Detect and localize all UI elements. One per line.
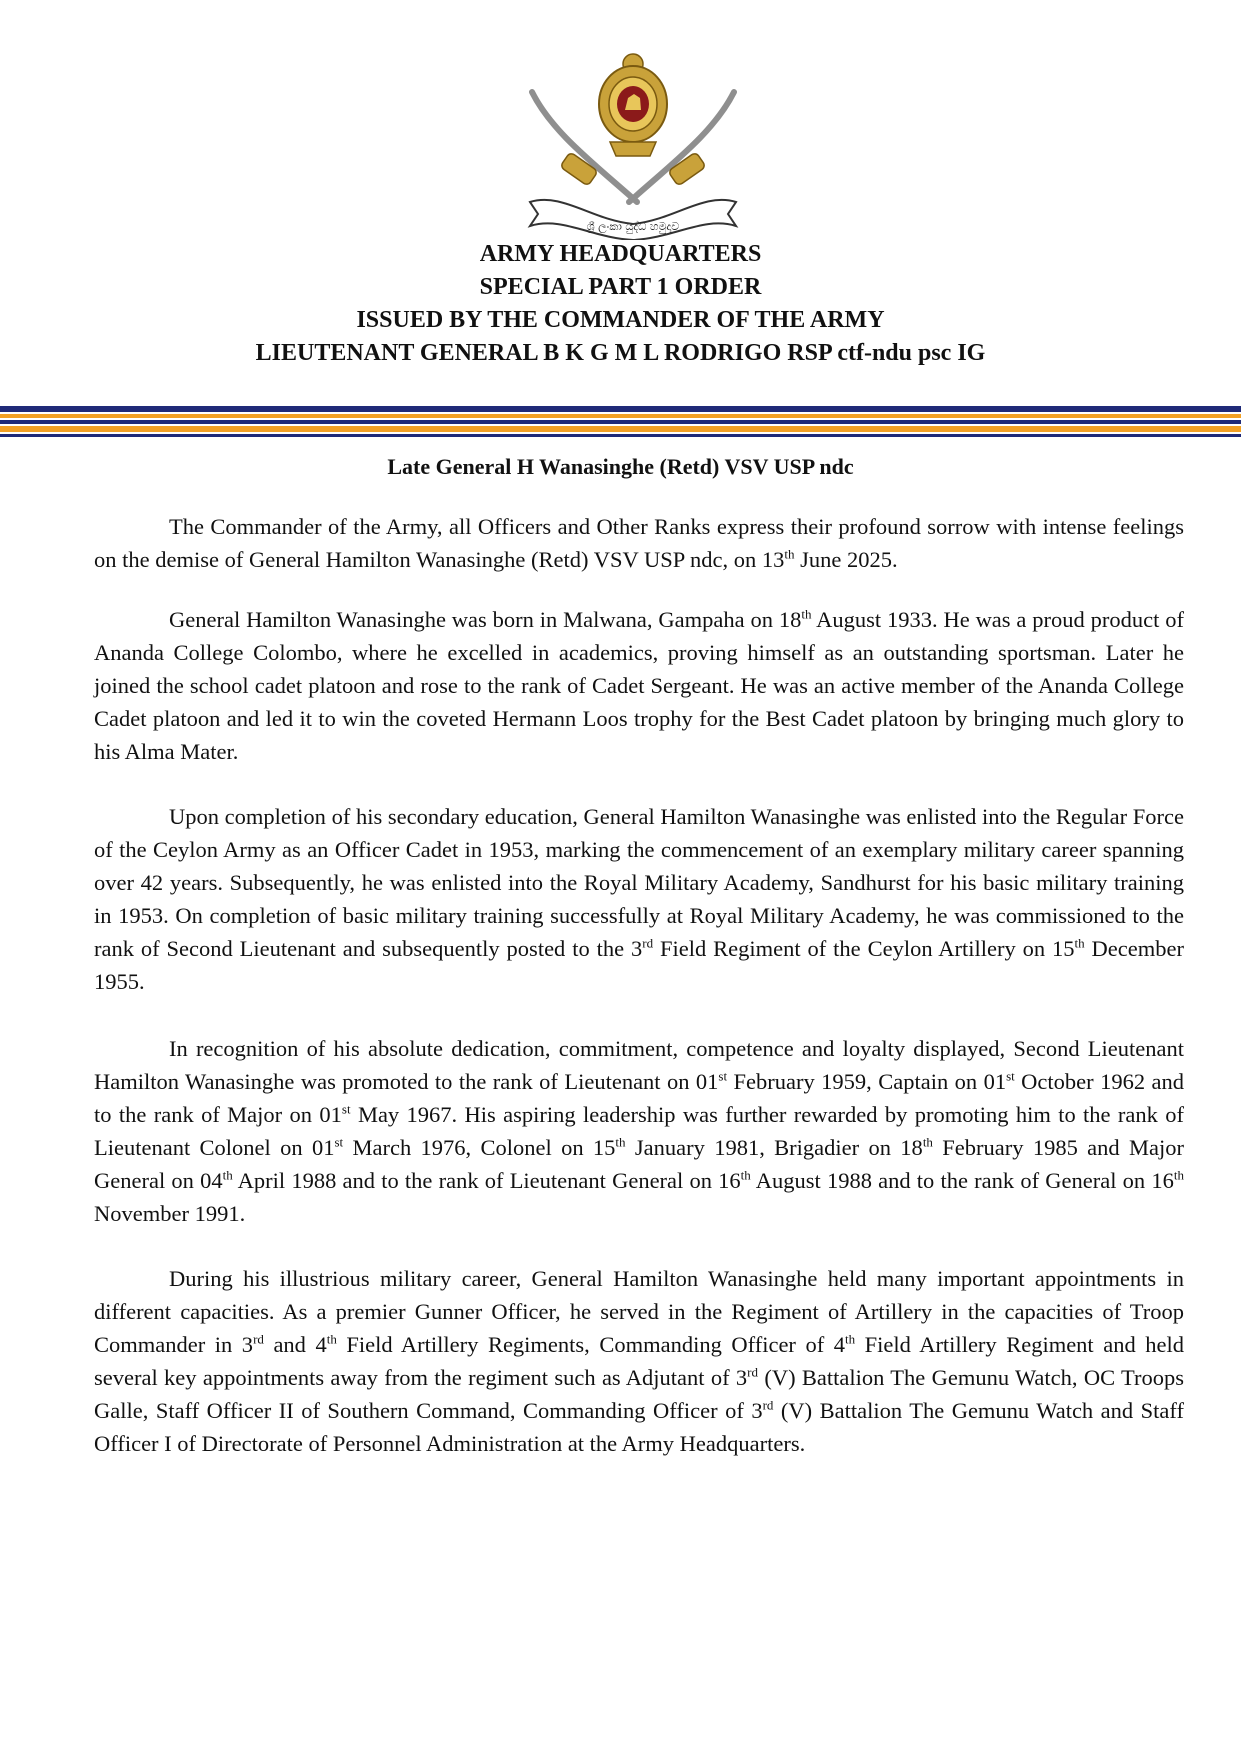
crest-base — [610, 142, 656, 156]
divider-band-blue-middle — [0, 420, 1241, 424]
ordinal-suffix: st — [341, 1101, 351, 1117]
paragraph-text: Field Artillery Regiment and held several key appointments away from the regiment such as Adjutant of 3 — [94, 1332, 1184, 1390]
paragraph-text: May 1967. His aspiring leadership was further rewarded by promoting him to the rank of Lieutenant Colonel on 01 — [94, 1102, 1185, 1160]
header-line-headquarters: ARMY HEADQUARTERS — [479, 241, 762, 267]
ordinal-suffix: th — [801, 606, 812, 622]
ordinal-suffix: th — [1173, 1167, 1184, 1183]
paragraph-appointments — [94, 1262, 1184, 1460]
ordinal-suffix: rd — [253, 1331, 264, 1347]
divider-band-orange-top — [0, 414, 1241, 418]
ordinal-suffix: th — [326, 1331, 337, 1347]
paragraph-promotions — [94, 1032, 1184, 1230]
paragraph-text: August 1933. He was a proud product of Ananda College Colombo, where he excelled in academics, proving himself as an outstanding sportsman. Later he joined the school cadet platoon and rose to the rank of Cadet Sergeant. He was an active member of the Ananda College Cadet platoon and led it to win the coveted Hermann Loos trophy for the Best Cadet platoon by bringing much glory to his Alma Mater. — [94, 607, 1184, 764]
paragraph-text: Field Regiment of the Ceylon Artillery on 15 — [653, 936, 1075, 961]
ordinal-suffix: st — [334, 1134, 344, 1150]
paragraph-text: October 1962 and to the rank of Major on 01 — [94, 1069, 1184, 1127]
ordinal-suffix: st — [718, 1068, 728, 1084]
ordinal-suffix: rd — [762, 1397, 774, 1413]
ordinal-suffix: th — [222, 1167, 233, 1183]
paragraph-text: November 1991. — [94, 1201, 246, 1226]
paragraph-text: During his illustrious military career, General Hamilton Wanasinghe held many important appointments in different capacities. As a premier Gunner Officer, he served in the Regiment of Artillery in the capacities of Troop Commander in 3 — [94, 1266, 1184, 1357]
ordinal-suffix: rd — [642, 935, 654, 951]
ordinal-suffix: th — [1074, 935, 1085, 951]
ordinal-suffix: th — [922, 1134, 933, 1150]
paragraph-text: and 4 — [263, 1332, 327, 1357]
header-divider-bands — [0, 404, 1241, 438]
header-line-order-type: SPECIAL PART 1 ORDER — [479, 274, 762, 300]
paragraph-text: August 1988 and to the rank of General on 16 — [750, 1168, 1174, 1193]
paragraph-text: February 1959, Captain on 01 — [727, 1069, 1007, 1094]
order-header — [0, 238, 1241, 370]
paragraph-text: (V) Battalion The Gemunu Watch and Staff Officer I of Directorate of Personnel Administration at the Army Headquarters. — [94, 1398, 1184, 1456]
ordinal-suffix: th — [844, 1331, 856, 1347]
paragraph-text: General Hamilton Wanasinghe was born in Malwana, Gampaha on 18 — [169, 607, 802, 632]
army-crest-emblem — [522, 52, 744, 240]
paragraph-enlistment — [94, 800, 1184, 998]
paragraph-demise-announcement — [94, 510, 1184, 576]
paragraph-text: March 1976, Colonel on 15 — [343, 1135, 616, 1160]
paragraph-text: June 2025. — [794, 547, 898, 572]
paragraph-text: January 1981, Brigadier on 18 — [625, 1135, 923, 1160]
divider-band-blue-bottom — [0, 434, 1241, 437]
header-line-commander: LIEUTENANT GENERAL B K G M L RODRIGO RSP ctf-ndu psc IG — [255, 340, 986, 366]
ordinal-suffix: st — [1006, 1068, 1015, 1084]
ordinal-suffix: th — [784, 546, 795, 562]
obituary-title: Late General H Wanasinghe (Retd) VSV USP ndc — [387, 454, 854, 479]
divider-band-blue-top — [0, 406, 1241, 412]
paragraph-text: In recognition of his absolute dedication, commitment, competence and loyalty displayed, Second Lieutenant Hamilton Wanasinghe was promoted to the rank of Lieutenant on 01 — [94, 1036, 1184, 1094]
divider-band-orange-bottom — [0, 426, 1241, 432]
right-hilt — [668, 152, 706, 186]
paragraph-text: February 1985 and Major General on 04 — [94, 1135, 1184, 1193]
paragraph-text: Field Artillery Regiments, Commanding Officer of 4 — [336, 1332, 845, 1357]
ordinal-suffix: th — [740, 1167, 751, 1183]
left-hilt — [560, 152, 598, 186]
paragraph-text: April 1988 and to the rank of Lieutenant General on 16 — [232, 1168, 741, 1193]
paragraph-text: The Commander of the Army, all Officers and Other Ranks express their profound sorrow with intense feelings on the demise of General Hamilton Wanasinghe (Retd) VSV USP ndc, on 13 — [94, 514, 1184, 572]
motto-ribbon-text: ශ්‍රී ලංකා යුද්ධ හමුදාව — [586, 220, 680, 233]
paragraph-text: Upon completion of his secondary education, General Hamilton Wanasinghe was enlisted into the Regular Force of the Ceylon Army as an Officer Cadet in 1953, marking the commencement of an exemplary military career spanning over 42 years. Subsequently, he was enlisted into the Royal Military Academy, Sandhurst for his basic military training in 1953. On completion of basic military training successfully at Royal Military Academy, he was commissioned to the rank of Second Lieutenant and subsequently posted to the 3 — [94, 804, 1184, 961]
ordinal-suffix: rd — [747, 1364, 758, 1380]
ordinal-suffix: th — [615, 1134, 626, 1150]
paragraph-text: (V) Battalion The Gemunu Watch, OC Troops Galle, Staff Officer II of Southern Command, Commanding Officer of 3 — [94, 1365, 1184, 1423]
paragraph-text: December 1955. — [94, 936, 1184, 994]
header-line-issuer: ISSUED BY THE COMMANDER OF THE ARMY — [356, 307, 885, 333]
paragraph-early-life — [94, 603, 1184, 768]
